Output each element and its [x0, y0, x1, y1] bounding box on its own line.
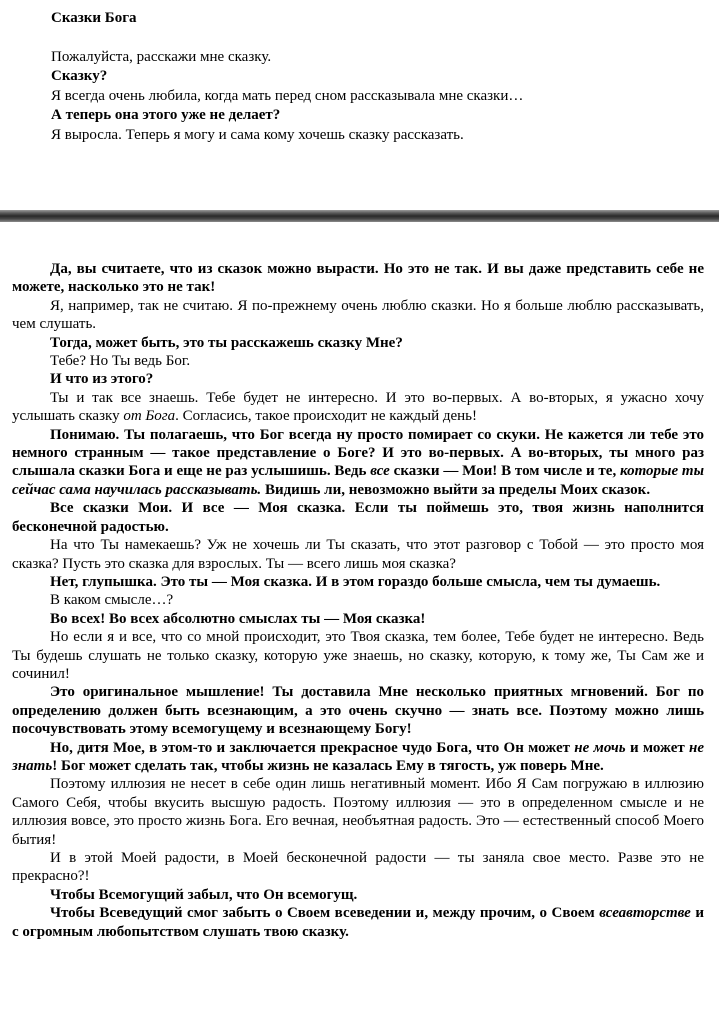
paragraph: И в этой Моей радости, в Моей бесконечной радости — ты заняла свое место. Разве это не прекрасно?! [12, 850, 704, 885]
text-run: Ты и так все знаешь. Тебе будет не интересно. И это во-первых. А во-вторых, я ужасно хочу услышать сказку [12, 389, 704, 425]
dialogue-line: Пожалуйста, расскажи мне сказку. [51, 48, 272, 65]
paragraph: Но если я и все, что со мной происходит, это Твоя сказка, тем более, Тебе будет не интересно. Ведь Ты будешь слушать не только сказку, которую уже знаешь, но сказку, которую, к тому же, Ты Сам же и сочинил! [12, 629, 704, 682]
body-text [12, 260, 704, 941]
upper-page-content [51, 9, 691, 145]
dialogue-line: Я всегда очень любила, когда мать перед сном рассказывала мне сказки… [51, 87, 524, 104]
paragraph: Чтобы Всемогущий забыл, что Он всемогущ. [50, 886, 358, 903]
text-run: . Согласись, такое происходит не каждый день! [175, 408, 477, 425]
dialogue-line-bold: Сказку? [51, 68, 108, 84]
page-title: Сказки Бога [51, 10, 137, 26]
paragraph [12, 739, 704, 776]
text-run: и с огромным любопытством слушать твою сказку. [12, 905, 704, 940]
paragraph: И что из этого? [50, 371, 154, 388]
text-run: сказки — Мои! В том числе и те, [389, 463, 621, 480]
paragraph: Поэтому иллюзия не несет в себе один лишь негативный момент. Ибо Я Сам погружаю в иллюзию Самого Себя, чтобы вкусить высшую радость. Поэтому иллюзия — это в определенном смысле и не иллюзия вовсе, это просто жизнь Бога. Его вечная, необъятная радость. Это — естественный способ Моего бытия! [12, 776, 704, 848]
page-divider [0, 210, 719, 222]
paragraph: На что Ты намекаешь? Уж не хочешь ли Ты сказать, что этот разговор с Тобой — это просто моя сказка? Пусть это сказка для взрослых. Ты — всего лишь моя сказка? [12, 537, 704, 572]
italic-text: от Бога [123, 408, 176, 425]
italic-text: всеавторстве [599, 905, 691, 922]
text-run: Но, дитя Мое, в этом-то и заключается прекрасное чудо Бога, что Он может [50, 739, 575, 756]
italic-text: которые ты сейчас сама научилась рассказывать. [12, 463, 704, 498]
text-run: ! Бог может сделать так, чтобы жизнь не казалась Ему в тягость, уж поверь Мне. [52, 757, 604, 774]
paragraph: Во всех! Во всех абсолютно смыслах ты — Моя сказка! [50, 610, 426, 627]
text-run: и может [625, 739, 689, 756]
dialogue-line: Я выросла. Теперь я могу и сама кому хочешь сказку рассказать. [51, 126, 464, 143]
paragraph: Тогда, может быть, это ты расскажешь сказку Мне? [50, 334, 403, 351]
upper-page [0, 0, 719, 210]
paragraph [12, 904, 704, 941]
paragraph [12, 389, 704, 426]
lower-page [0, 222, 719, 1009]
text-run: Чтобы Всеведущий смог забыть о Своем всеведении и, между прочим, о Своем [50, 905, 600, 922]
italic-text: не мочь [574, 739, 626, 756]
dialogue-line-bold: А теперь она этого уже не делает? [51, 107, 281, 123]
paragraph: Тебе? Но Ты ведь Бог. [50, 353, 191, 370]
paragraph: Да, вы считаете, что из сказок можно вырасти. Но это не так. И вы даже представить себе не можете, насколько это не так! [12, 261, 704, 296]
italic-text: все [370, 463, 390, 480]
italic-text: не знать [12, 739, 704, 774]
paragraph [12, 426, 704, 500]
paragraph: Это оригинальное мышление! Ты доставила Мне несколько приятных мгновений. Бог по определению должен быть всезнающим, а это очень скучно — знать все. Поэтому можно лишь посочувствовать этому всемогущему и всезнающему Богу! [12, 684, 704, 738]
paragraph: Нет, глупышка. Это ты — Моя сказка. И в этом гораздо больше смысла, чем ты думаешь. [50, 573, 661, 590]
paragraph: Все сказки Мои. И все — Моя сказка. Если ты поймешь это, твоя жизнь наполнится бесконечной радостью. [12, 500, 704, 535]
text-run: Понимаю. Ты полагаешь, что Бог всегда ну просто помирает со скуки. Не кажется ли тебе это немного странным — такое представление о Боге? И это во-первых. А во-вторых, ты много раз слышала сказки Бога и еще не раз услышишь. Ведь [12, 426, 704, 480]
paragraph: В каком смысле…? [50, 592, 174, 609]
paragraph: Я, например, так не считаю. Я по-прежнему очень люблю сказки. Но я больше люблю рассказывать, чем слушать. [12, 297, 704, 333]
text-run: Видишь ли, невозможно выйти за пределы Моих сказок. [261, 481, 651, 498]
